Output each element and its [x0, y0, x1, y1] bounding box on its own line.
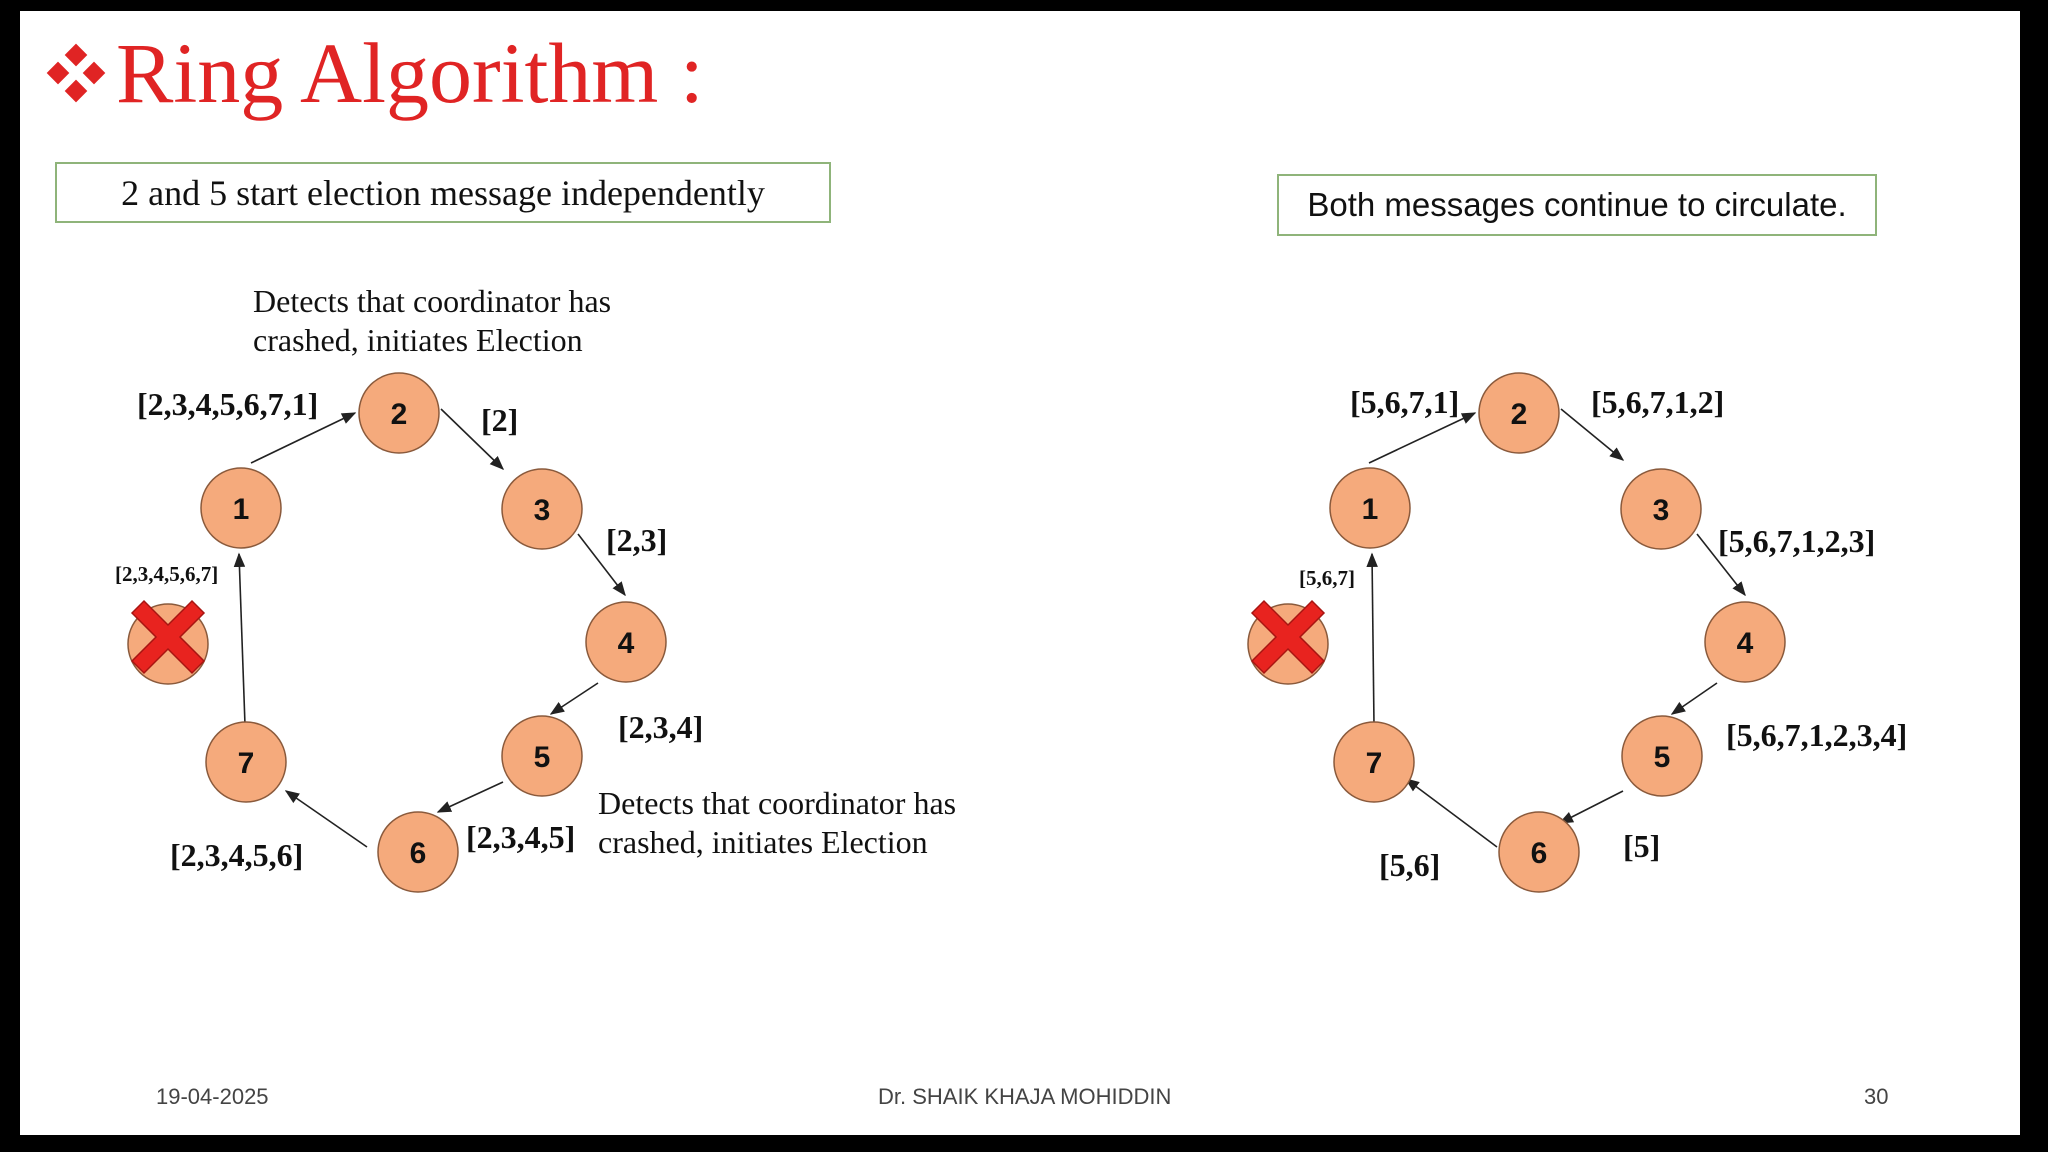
- slide: [20, 11, 2020, 1135]
- right-edge-6-7: [1406, 779, 1497, 847]
- node-label: 5: [1653, 741, 1671, 774]
- right-node-1: [1330, 468, 1410, 548]
- left-ring: [115, 283, 956, 892]
- left-note-bottom-line1: Detects that coordinator has: [598, 785, 957, 821]
- node-label: 1: [1361, 493, 1379, 526]
- right-msg-3-4: [5,6,7,1,2,3]: [1718, 523, 1876, 559]
- right-node-2: [1479, 373, 1559, 453]
- left-note-top-line2: crashed, initiates Election: [253, 322, 583, 358]
- right-node-7: [1334, 722, 1414, 802]
- node-label: 2: [390, 398, 408, 431]
- left-note-top-line1: Detects that coordinator has: [253, 283, 612, 319]
- right-node-5: [1622, 716, 1702, 796]
- node-label: 4: [1736, 627, 1754, 660]
- right-caption-box: Both messages continue to circulate.: [1277, 174, 1877, 236]
- right-msg-4-5: [5,6,7,1,2,3,4]: [1726, 717, 1908, 753]
- footer-author: Dr. SHAIK KHAJA MOHIDDIN: [878, 1084, 1172, 1109]
- right-crashed-node: [1248, 601, 1328, 684]
- left-caption-box: 2 and 5 start election message independently: [55, 162, 831, 223]
- ring-diagrams: [20, 11, 2020, 1135]
- node-label: 1: [232, 493, 250, 526]
- right-node-3: [1621, 469, 1701, 549]
- right-node-6: [1499, 812, 1579, 892]
- left-msg-5-6: [2,3,4,5]: [466, 819, 576, 855]
- left-node-3: [502, 469, 582, 549]
- left-crashed-node: [128, 601, 208, 684]
- footer-date: 19-04-2025: [156, 1084, 269, 1109]
- right-node-4: [1705, 602, 1785, 682]
- node-label: 6: [409, 837, 427, 870]
- left-node-2: [359, 373, 439, 453]
- left-edge-4-5: [551, 683, 598, 714]
- node-label: 5: [533, 741, 551, 774]
- right-ring: [1248, 373, 1907, 892]
- node-label: 6: [1530, 837, 1548, 870]
- right-msg-2-3: [5,6,7,1,2]: [1591, 384, 1725, 420]
- left-msg-2-3: [2]: [481, 402, 519, 438]
- node-label: 7: [1365, 747, 1383, 780]
- left-msg-4-5: [2,3,4]: [618, 709, 704, 745]
- left-edge-5-6: [438, 782, 503, 812]
- left-msg-1-2: [2,3,4,5,6,7,1]: [137, 386, 319, 422]
- right-msg-1-2: [5,6,7,1]: [1350, 384, 1460, 420]
- title-text: Ring Algorithm :: [116, 25, 704, 121]
- left-msg-3-4: [2,3]: [606, 522, 668, 558]
- left-edge-7-1: [239, 554, 245, 725]
- right-edge-5-6: [1560, 791, 1623, 823]
- node-label: 3: [533, 494, 551, 527]
- node-label: 2: [1510, 398, 1528, 431]
- node-label: 4: [617, 627, 635, 660]
- node-label: 3: [1652, 494, 1670, 527]
- right-edge-1-2: [1369, 413, 1475, 463]
- left-node-4: [586, 602, 666, 682]
- right-msg-7-1: [5,6,7]: [1299, 566, 1355, 590]
- left-msg-6-7: [2,3,4,5,6]: [170, 837, 304, 873]
- right-msg-5-6: [5]: [1623, 828, 1661, 864]
- node-label: 7: [237, 747, 255, 780]
- left-msg-7-1: [2,3,4,5,6,7]: [115, 562, 219, 586]
- left-node-6: [378, 812, 458, 892]
- left-node-5: [502, 716, 582, 796]
- right-edge-4-5: [1672, 683, 1717, 714]
- footer-page-number: 30: [1864, 1084, 1889, 1109]
- right-edge-7-1: [1372, 554, 1374, 725]
- right-msg-6-7: [5,6]: [1379, 847, 1441, 883]
- left-node-1: [201, 468, 281, 548]
- left-node-7: [206, 722, 286, 802]
- left-note-bottom-line2: crashed, initiates Election: [598, 824, 928, 860]
